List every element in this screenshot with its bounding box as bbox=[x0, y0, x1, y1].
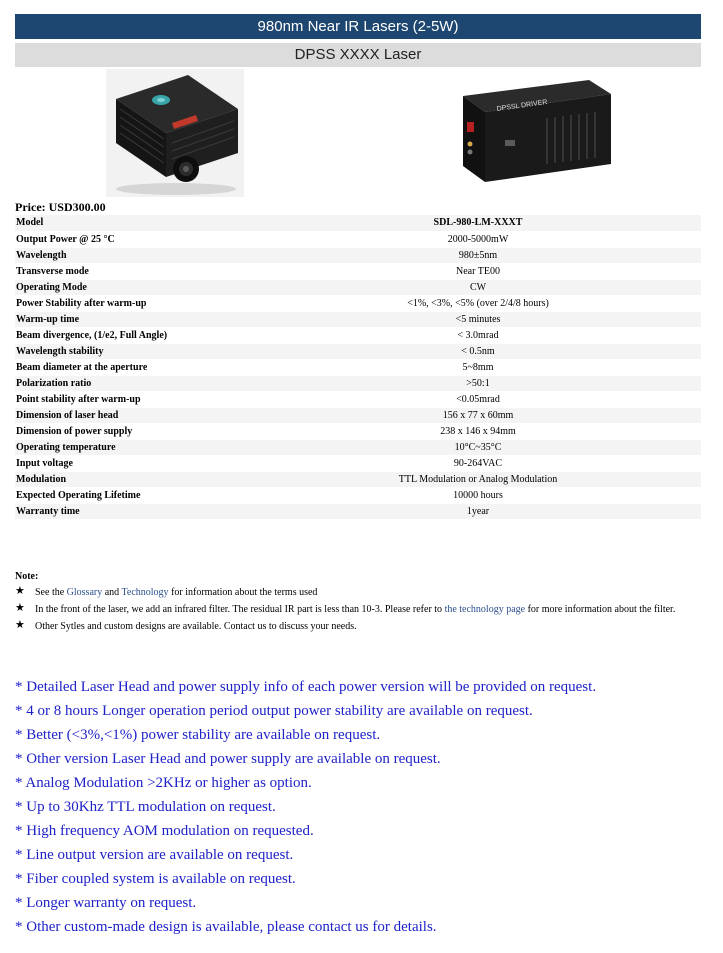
spec-value: 238 x 146 x 94mm bbox=[255, 423, 701, 439]
spec-value: 90-264VAC bbox=[255, 455, 701, 471]
spec-label: Point stability after warm-up bbox=[15, 391, 255, 407]
feature-item: * Line output version are available on request. bbox=[15, 847, 294, 863]
product-subtitle: DPSS XXXX Laser bbox=[15, 43, 701, 67]
spec-label: Warm-up time bbox=[15, 311, 255, 327]
star-icon: ★ bbox=[15, 602, 25, 614]
spec-value: Near TE00 bbox=[255, 263, 701, 279]
feature-item: * Up to 30Khz TTL modulation on request. bbox=[15, 799, 276, 815]
feature-item: * Other custom-made design is available, please contact us for details. bbox=[15, 919, 437, 935]
star-icon: ★ bbox=[15, 585, 25, 597]
specifications-table bbox=[15, 215, 701, 520]
spec-row bbox=[15, 231, 701, 247]
spec-label: Expected Operating Lifetime bbox=[15, 487, 255, 503]
notes-list bbox=[15, 585, 705, 636]
spec-row bbox=[15, 503, 701, 519]
spec-label: Dimension of power supply bbox=[15, 423, 255, 439]
optional-features-list bbox=[15, 675, 705, 939]
spec-label: Warranty time bbox=[15, 503, 255, 519]
spec-value: CW bbox=[255, 279, 701, 295]
spec-label: Wavelength stability bbox=[15, 343, 255, 359]
spec-row bbox=[15, 487, 701, 503]
spec-row bbox=[15, 423, 701, 439]
spec-row bbox=[15, 439, 701, 455]
technology-page-link[interactable]: the technology page bbox=[444, 604, 526, 615]
spec-value: 2000-5000mW bbox=[255, 231, 701, 247]
note-item: ★ See the Glossary and Technology for information about the terms used bbox=[15, 585, 318, 598]
spec-row bbox=[15, 375, 701, 391]
glossary-link[interactable]: Glossary bbox=[66, 587, 103, 598]
spec-value: 980±5nm bbox=[255, 247, 701, 263]
feature-item: * Detailed Laser Head and power supply info of each power version will be provided on request. bbox=[15, 679, 597, 695]
spec-value: < 0.5nm bbox=[255, 343, 701, 359]
spec-row bbox=[15, 327, 701, 343]
spec-value: <0.05mrad bbox=[255, 391, 701, 407]
note-item: ★ In the front of the laser, we add an infrared filter. The residual IR part is less than 10-3. Please refer to the technology page for more information about the filter. bbox=[15, 602, 676, 615]
spec-row bbox=[15, 311, 701, 327]
spec-value: <1%, <3%, <5% (over 2/4/8 hours) bbox=[255, 295, 701, 311]
spec-value: 5~8mm bbox=[255, 359, 701, 375]
feature-item: * Analog Modulation >2KHz or higher as option. bbox=[15, 775, 312, 791]
spec-label: Modulation bbox=[15, 471, 255, 487]
spec-row bbox=[15, 279, 701, 295]
spec-label: Input voltage bbox=[15, 455, 255, 471]
page-title: 980nm Near IR Lasers (2-5W) bbox=[15, 14, 701, 39]
price: Price: USD300.00 bbox=[15, 200, 106, 214]
spec-value: < 3.0mrad bbox=[255, 327, 701, 343]
feature-item: * Better (<3%,<1%) power stability are available on request. bbox=[15, 727, 381, 743]
spec-label: Output Power @ 25 °C bbox=[15, 231, 255, 247]
power-supply-image bbox=[455, 78, 613, 190]
spec-row bbox=[15, 471, 701, 487]
spec-row bbox=[15, 263, 701, 279]
spec-value: SDL-980-LM-XXXT bbox=[255, 215, 701, 231]
note-label: Note: bbox=[15, 571, 39, 582]
spec-row bbox=[15, 391, 701, 407]
spec-row bbox=[15, 215, 701, 231]
spec-value: 1year bbox=[255, 503, 701, 519]
spec-label: Operating Mode bbox=[15, 279, 255, 295]
spec-row bbox=[15, 343, 701, 359]
spec-row bbox=[15, 407, 701, 423]
spec-value: 10°C~35°C bbox=[255, 439, 701, 455]
feature-item: * Other version Laser Head and power supply are available on request. bbox=[15, 751, 441, 767]
spec-label: Polarization ratio bbox=[15, 375, 255, 391]
spec-row bbox=[15, 455, 701, 471]
spec-label: Operating temperature bbox=[15, 439, 255, 455]
spec-label: Dimension of laser head bbox=[15, 407, 255, 423]
note-item: ★ Other Sytles and custom designs are available. Contact us to discuss your needs. bbox=[15, 619, 357, 632]
spec-value: TTL Modulation or Analog Modulation bbox=[255, 471, 701, 487]
spec-row bbox=[15, 359, 701, 375]
star-icon: ★ bbox=[15, 619, 25, 631]
spec-value: >50:1 bbox=[255, 375, 701, 391]
spec-row bbox=[15, 295, 701, 311]
spec-value: <5 minutes bbox=[255, 311, 701, 327]
driver-label: DPSSL DRIVER bbox=[496, 98, 548, 113]
feature-item: * Longer warranty on request. bbox=[15, 895, 197, 911]
spec-label: Power Stability after warm-up bbox=[15, 295, 255, 311]
spec-label: Model bbox=[15, 215, 255, 231]
laser-head-image bbox=[106, 69, 244, 197]
spec-value: 156 x 77 x 60mm bbox=[255, 407, 701, 423]
spec-label: Beam divergence, (1/e2, Full Angle) bbox=[15, 327, 255, 343]
feature-item: * Fiber coupled system is available on request. bbox=[15, 871, 296, 887]
spec-label: Wavelength bbox=[15, 247, 255, 263]
technology-link[interactable]: Technology bbox=[121, 587, 169, 598]
spec-row bbox=[15, 247, 701, 263]
feature-item: * High frequency AOM modulation on requested. bbox=[15, 823, 314, 839]
feature-item: * 4 or 8 hours Longer operation period output power stability are available on request. bbox=[15, 703, 533, 719]
spec-label: Transverse mode bbox=[15, 263, 255, 279]
spec-value: 10000 hours bbox=[255, 487, 701, 503]
spec-label: Beam diameter at the aperture bbox=[15, 359, 255, 375]
